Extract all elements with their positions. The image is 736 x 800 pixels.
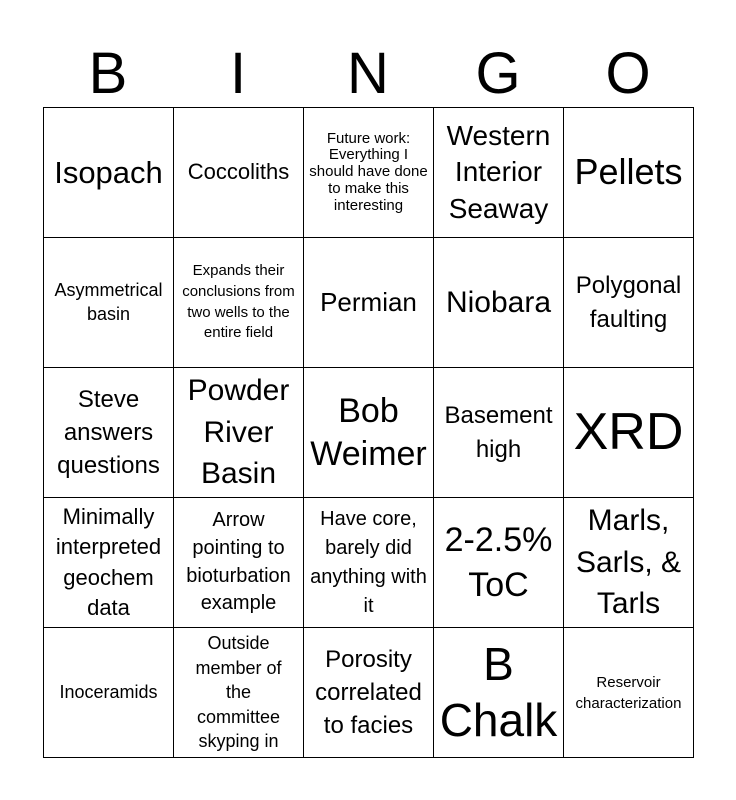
cell-text: Asymmetrical basin: [54, 280, 163, 324]
cell-text: XRD: [573, 403, 684, 462]
cell-text: Have core, barely did anything with it: [310, 507, 427, 617]
bingo-cell[interactable]: [564, 108, 694, 238]
bingo-cell[interactable]: [44, 628, 174, 758]
cell-text: Basement high: [444, 402, 553, 463]
cell-text: Powder River Basin: [187, 374, 290, 491]
cell-text: Pellets: [574, 151, 683, 193]
bingo-cell[interactable]: [434, 498, 564, 628]
bingo-cell[interactable]: [174, 108, 304, 238]
cell-text: Future work: Everything I should have done to make this interesting: [309, 129, 428, 214]
cell-text: Coccoliths: [187, 159, 290, 185]
cell-text: Polygonal faulting: [575, 272, 682, 333]
bingo-cell[interactable]: [434, 108, 564, 238]
cell-text: Marls, Sarls, & Tarls: [575, 504, 682, 621]
cell-text: Isopach: [54, 154, 163, 190]
bingo-cell[interactable]: [44, 238, 174, 368]
header-letter-b: B: [88, 41, 128, 106]
cell-text: Expands their conclusions from two wells to the entire field: [182, 262, 295, 342]
header-letter-n: N: [347, 41, 389, 106]
bingo-cell[interactable]: [44, 498, 174, 628]
bingo-cell[interactable]: [434, 628, 564, 758]
cell-text: Reservoir characterization: [575, 673, 682, 712]
bingo-cell[interactable]: [44, 108, 174, 238]
bingo-card-grid: [43, 107, 694, 758]
bingo-cell[interactable]: [564, 368, 694, 498]
cell-text: Inoceramids: [59, 682, 158, 703]
cell-text: Niobara: [445, 285, 552, 319]
bingo-header: [43, 40, 693, 108]
header-letter-o: O: [605, 41, 651, 106]
bingo-cell[interactable]: [564, 628, 694, 758]
bingo-cell[interactable]: [174, 238, 304, 368]
bingo-cell[interactable]: [44, 368, 174, 498]
bingo-cell[interactable]: [304, 368, 434, 498]
cell-text: B Chalk: [439, 638, 558, 746]
cell-text: Western Interior Seaway: [446, 119, 551, 224]
bingo-cell[interactable]: [564, 498, 694, 628]
bingo-cell[interactable]: [174, 368, 304, 498]
cell-text: Outside member of the committee skyping in: [195, 633, 282, 752]
header-letter-g: G: [475, 41, 521, 106]
cell-text: 2-2.5% ToC: [444, 521, 553, 604]
cell-text: Porosity correlated to facies: [315, 645, 422, 740]
bingo-cell[interactable]: [304, 108, 434, 238]
bingo-cell[interactable]: [174, 628, 304, 758]
bingo-cell[interactable]: [304, 628, 434, 758]
cell-text: Minimally interpreted geochem data: [55, 503, 162, 620]
bingo-cell[interactable]: [304, 238, 434, 368]
header-letter-i: I: [229, 41, 247, 106]
bingo-cell[interactable]: [434, 238, 564, 368]
bingo-cell[interactable]: [304, 498, 434, 628]
cell-text: Bob Weimer: [310, 392, 427, 473]
bingo-cell[interactable]: [434, 368, 564, 498]
cell-text: Arrow pointing to bioturbation example: [186, 509, 291, 615]
cell-text: Permian: [320, 286, 417, 317]
bingo-cell[interactable]: [174, 498, 304, 628]
cell-text: Steve answers questions: [57, 385, 160, 480]
bingo-cell[interactable]: [564, 238, 694, 368]
